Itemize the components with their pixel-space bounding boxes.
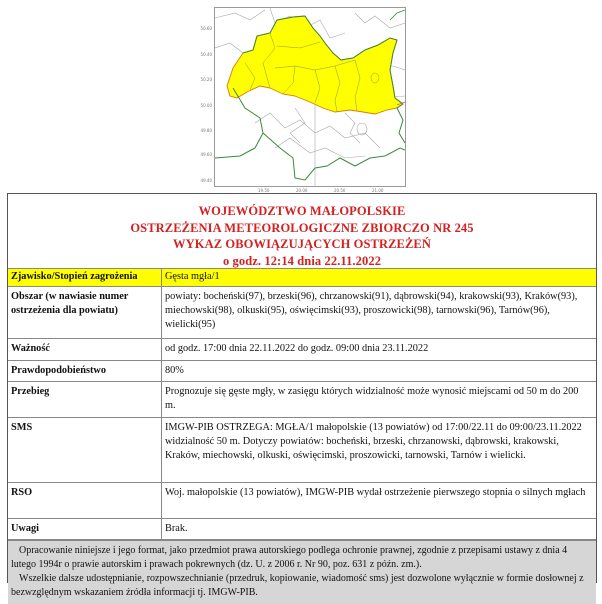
copyright-paragraph: Opracowanie niniejsze i jego format, jako przedmiot prawa autorskiego podlega ochronie prawnej, zgodnie z przepisami ustawy z dnia 4 lutego 1994r o prawie autorskim i prawach pokrewnych (dz. U. z 2006 r. Nr 90, poz. 631 z późn. zm.). bbox=[11, 545, 568, 570]
row-value: IMGW-PIB OSTRZEGA: MGŁA/1 małopolskie (13 powiatów) od 17:00/22.11 do 09:00/23.11.2022 widzialność 50 m. Dotyczy powiatów: bocheński, brzeski, chrzanowski, dąbrowski, krakowski, Kraków, miechowski, olkuski, oświęcimski, proszowicki, tarnowski, Tarnów i wielicki. bbox=[165, 422, 582, 461]
region-title: WOJEWÓDZTWO MAŁOPOLSKIE bbox=[198, 204, 406, 218]
row-label: SMS bbox=[8, 418, 162, 482]
row-label: Zjawisko/Stopień zagrożenia bbox=[8, 269, 162, 286]
map-x-tick: 20.50 bbox=[334, 188, 346, 193]
redistribution-paragraph: Wszelkie dalsze udostępnianie, rozpowszechnianie (przedruk, kopiowanie, wiadomość sms) jest dozwolone wyłącznie w formie dosłownej z bezwzględnym wskazaniem źródła informacji tj. IMGW-PIB. bbox=[11, 573, 584, 598]
row-probability bbox=[8, 361, 596, 382]
warning-map bbox=[196, 2, 410, 194]
map-x-tick: 20.00 bbox=[296, 188, 308, 193]
copyright-notice bbox=[8, 540, 596, 604]
row-sms bbox=[8, 418, 596, 483]
row-course bbox=[8, 382, 596, 418]
row-value: Brak. bbox=[165, 523, 188, 534]
row-value: Woj. małopolskie (13 powiatów), IMGW-PIB wydał ostrzeżenie pierwszego stopnia o silnych mgłach bbox=[165, 487, 586, 498]
warning-report bbox=[7, 193, 597, 598]
report-header bbox=[8, 194, 596, 269]
row-value: Prognozuje się gęste mgły, w zasięgu których widzialność może wynosić miejscami od 50 m do 200 m. bbox=[165, 386, 579, 411]
row-label: Przebieg bbox=[8, 382, 162, 417]
row-label: RSO bbox=[8, 483, 162, 518]
row-value: od godz. 17:00 dnia 22.11.2022 do godz. 09:00 dnia 23.11.2022 bbox=[165, 343, 429, 354]
map-x-tick: 21.00 bbox=[372, 188, 384, 193]
row-label: Uwagi bbox=[8, 519, 162, 539]
row-label: Prawdopodobieństwo bbox=[8, 361, 162, 381]
report-timestamp: o godz. 12:14 dnia 22.11.2022 bbox=[222, 253, 382, 268]
row-rso bbox=[8, 483, 596, 519]
report-subtitle: WYKAZ OBOWIĄZUJĄCYCH OSTRZEŻEŃ bbox=[173, 237, 431, 251]
map-drawing bbox=[215, 8, 405, 186]
map-frame bbox=[214, 7, 406, 187]
map-y-tick: 50.00 bbox=[200, 103, 212, 108]
map-y-tick: 50.20 bbox=[200, 77, 212, 82]
row-value: Gęsta mgła/1 bbox=[165, 271, 220, 282]
map-y-tick: 50.60 bbox=[200, 26, 212, 31]
row-area bbox=[8, 287, 596, 339]
row-validity bbox=[8, 339, 596, 361]
row-value: 80% bbox=[165, 365, 184, 376]
row-label: Obszar (w nawiasie numer ostrzeżenia dla powiatu) bbox=[8, 287, 162, 338]
row-remarks bbox=[8, 519, 596, 540]
map-y-tick: 50.40 bbox=[200, 52, 212, 57]
map-y-tick: 49.60 bbox=[200, 152, 212, 157]
map-y-tick: 49.80 bbox=[200, 128, 212, 133]
row-phenomenon bbox=[8, 269, 596, 287]
report-title: OSTRZEŻENIA METEOROLOGICZNE ZBIORCZO NR 245 bbox=[130, 220, 474, 235]
row-value: powiaty: bocheński(97), brzeski(96), chrzanowski(91), dąbrowski(94), krakowski(93), Kraków(93), miechowski(98), olkuski(95), oświęcimski(93), proszowicki(98), tarnowski(96), Tarnów(96), wielicki(95) bbox=[165, 291, 578, 330]
map-x-tick: 19.50 bbox=[258, 188, 270, 193]
map-y-tick: 49.40 bbox=[200, 178, 212, 183]
row-label: Ważność bbox=[8, 339, 162, 360]
